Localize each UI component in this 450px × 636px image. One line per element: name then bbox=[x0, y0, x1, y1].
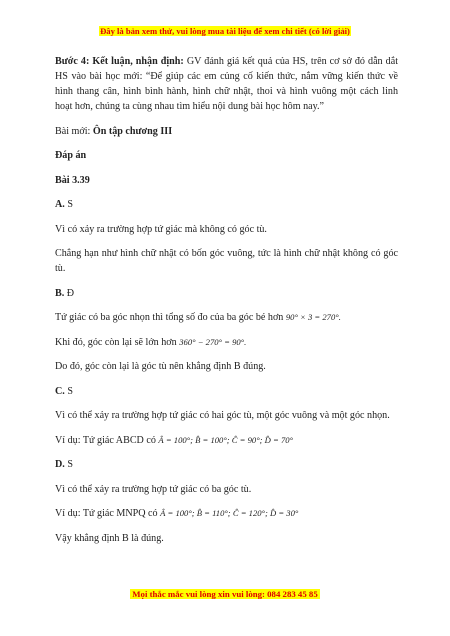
document-body bbox=[55, 54, 398, 555]
new-lesson-line bbox=[55, 124, 398, 139]
option-b-text: Khi đó, góc còn lại sẽ lớn hơn bbox=[55, 336, 180, 348]
option-c-line: Vì có thể xảy ra trường hợp tứ giác có hai góc tù, một góc vuông và một góc nhọn. bbox=[55, 410, 390, 421]
option-b-verdict: Đ bbox=[64, 287, 75, 299]
step4-paragraph bbox=[55, 54, 398, 114]
exercise-heading: Bài 3.39 bbox=[55, 174, 90, 186]
answer-heading: Đáp án bbox=[55, 150, 87, 161]
option-b-line bbox=[55, 310, 398, 325]
option-c-label: C. bbox=[55, 385, 65, 397]
new-lesson-title: Ôn tập chương III bbox=[92, 125, 173, 137]
option-d-label: D. bbox=[55, 459, 65, 470]
conclusion: Vậy khẳng định B là đúng. bbox=[55, 532, 164, 544]
option-d-math: Â = 100°; B̂ = 110°; Ĉ = 120°; D̂ = 30° bbox=[160, 508, 299, 518]
option-b-math: 360° − 270° = 90°. bbox=[179, 336, 247, 347]
option-b-math: 90° × 3 = 270°. bbox=[285, 312, 341, 322]
option-a-heading bbox=[55, 197, 398, 212]
option-a-verdict: S bbox=[64, 199, 73, 210]
option-c-example bbox=[55, 433, 398, 448]
new-lesson-prefix: Bài mới: bbox=[55, 125, 93, 137]
option-a-line: Chẳng hạn như hình chữ nhật có bốn góc vuông, tức là hình chữ nhật không có góc tù. bbox=[55, 248, 398, 274]
option-b-label: B. bbox=[55, 287, 65, 299]
option-b-heading bbox=[55, 286, 398, 301]
option-b-line: Do đó, góc còn lại là góc tù nên khẳng định B đúng. bbox=[55, 361, 266, 372]
option-d-example-text: Ví dụ: Tứ giác MNPQ có bbox=[55, 508, 161, 519]
option-a-label: A. bbox=[55, 199, 65, 210]
preview-banner: Đây là bản xem thử, vui lòng mua tài liệu để xem chi tiết (có lời giải) bbox=[100, 26, 350, 36]
contact-banner: Mọi thắc mắc vui lòng xin vui lòng: 084 283 45 85 bbox=[132, 589, 318, 599]
option-a-line: Vì có xảy ra trường hợp tứ giác mà không có góc tù. bbox=[55, 223, 267, 235]
option-c-heading bbox=[55, 384, 398, 399]
option-d-line: Vì có thể xảy ra trường hợp tứ giác có ba góc tù. bbox=[55, 483, 252, 495]
step4-text: GV đánh giá kết quả của HS, trên cơ sở đó dẫn dắt HS vào bài học mới: “Để giúp các em củng cố kiến thức, nắm vững kiến thức về hình thang cân, hình bình hành, hình chữ nhật, thoi và hình vuông một cách linh hoạt hơn, chúng ta cùng nhau tìm hiểu nội dung bài học hôm nay.” bbox=[55, 56, 398, 112]
option-d-verdict: S bbox=[64, 459, 73, 470]
option-b-text: Tứ giác có ba góc nhọn thì tổng số đo của ba góc bé hơn bbox=[55, 312, 286, 323]
step4-label: Bước 4: Kết luận, nhận định: bbox=[55, 56, 184, 67]
option-c-example-text: Ví dụ: Tứ giác ABCD có bbox=[55, 434, 159, 446]
option-b-line bbox=[55, 335, 398, 350]
option-c-verdict: S bbox=[64, 385, 73, 397]
option-c-math: Â = 100°; B̂ = 100°; Ĉ = 90°; D̂ = 70° bbox=[158, 434, 293, 445]
option-d-heading bbox=[55, 457, 398, 472]
option-d-example bbox=[55, 506, 398, 521]
